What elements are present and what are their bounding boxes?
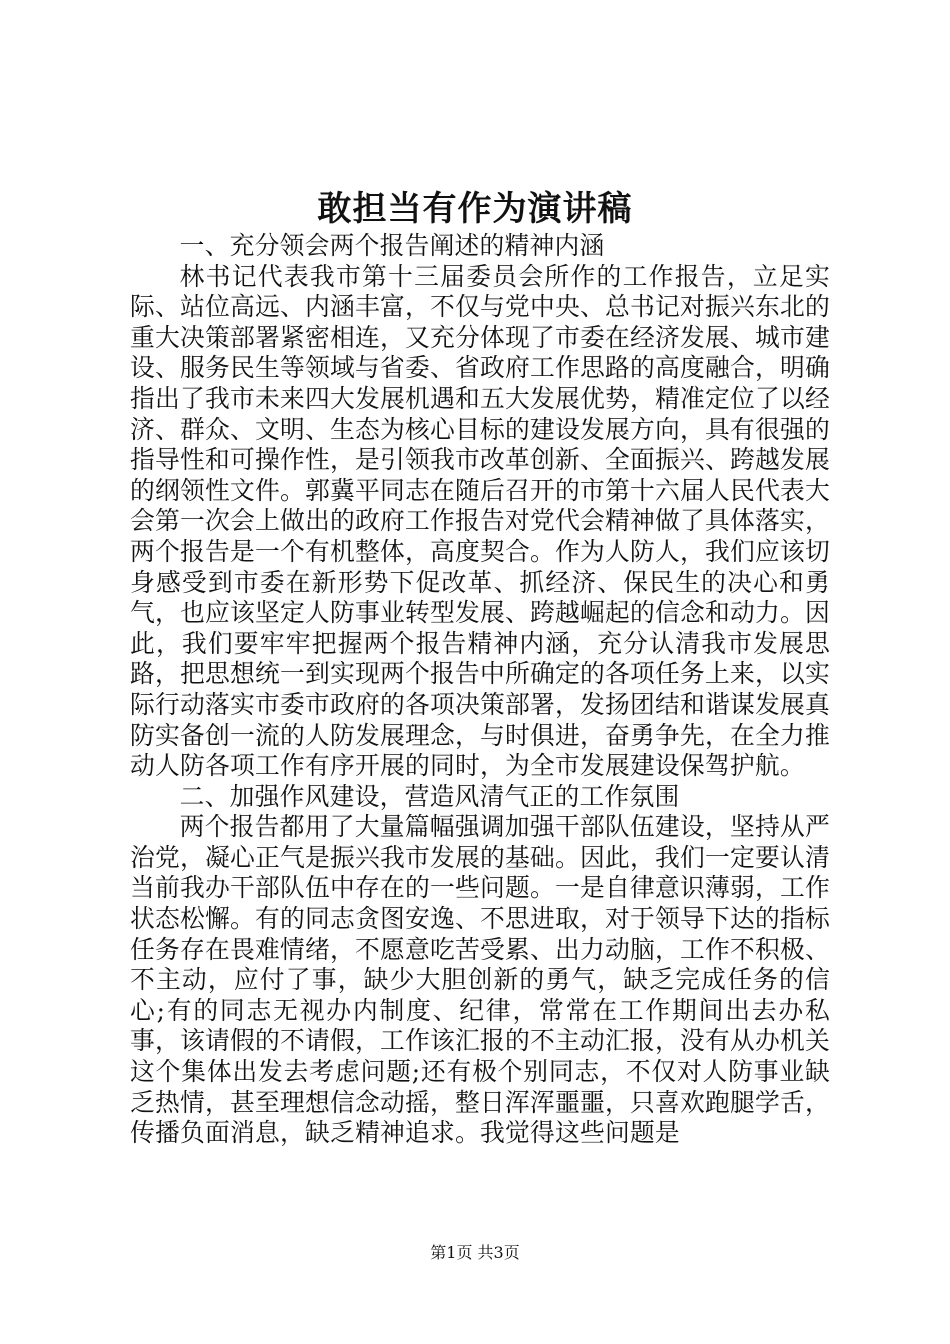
section-heading-1: 一、充分领会两个报告阐述的精神内涵 <box>179 231 605 260</box>
body-paragraph-2: 两个报告都用了大量篇幅强调加强干部队伍建设，坚持从严治党，凝心正气是振兴我市发展的基础。因此，我们一定要认清当前我办干部队伍中存在的一些问题。一是自律意识薄弱，工作状态松懈。有的同志贪图安逸、不思进取，对于领导下达的指标任务存在畏难情绪，不愿意吃苦受累、出力动脑，工作不积极、不主动，应付了事，缺少大胆创新的勇气，缺乏完成任务的信心;有的同志无视办内制度、纪律，常常在工作期间出去办私事，该请假的不请假，工作该汇报的不主动汇报，没有从办机关这个集体出发去考虑问题;还有极个别同志，不仅对人防事业缺乏热情，甚至理想信念动摇，整日浑浑噩噩，只喜欢跑腿学舌，传播负面消息，缺乏精神追求。我觉得这些问题是 <box>130 812 830 1148</box>
page-footer <box>0 1242 950 1264</box>
body-paragraph-1: 林书记代表我市第十三届委员会所作的工作报告，立足实际、站位高远、内涵丰富，不仅与党中央、总书记对振兴东北的重大决策部署紧密相连，又充分体现了市委在经济发展、城市建设、服务民生等领域与省委、省政府工作思路的高度融合，明确指出了我市未来四大发展机遇和五大发展优势，精准定位了以经济、群众、文明、生态为核心目标的建设发展方向，具有很强的指导性和可操作性，是引领我市改革创新、全面振兴、跨越发展的纲领性文件。郭冀平同志在随后召开的市第十六届人民代表大会第一次会上做出的政府工作报告对党代会精神做了具体落实，两个报告是一个有机整体，高度契合。作为人防人，我们应该切身感受到市委在新形势下促改革、抓经济、保民生的决心和勇气，也应该坚定人防事业转型发展、跨越崛起的信念和动力。因此，我们要牢牢把握两个报告精神内涵，充分认清我市发展思路，把思想统一到实现两个报告中所确定的各项任务上来，以实际行动落实市委市政府的各项决策部署，发扬团结和谐谋发展真防实备创一流的人防发展理念，与时俱进，奋勇争先，在全力推动人防各项工作有序开展的同时，为全市发展建设保驾护航。 <box>130 261 830 781</box>
section-heading-2: 二、加强作风建设，营造风清气正的工作氛围 <box>179 781 680 811</box>
document-body <box>130 231 830 1149</box>
page-indicator: 第1页 共3页 <box>430 1243 520 1262</box>
document-title: 敢担当有作为演讲稿 <box>317 189 633 229</box>
